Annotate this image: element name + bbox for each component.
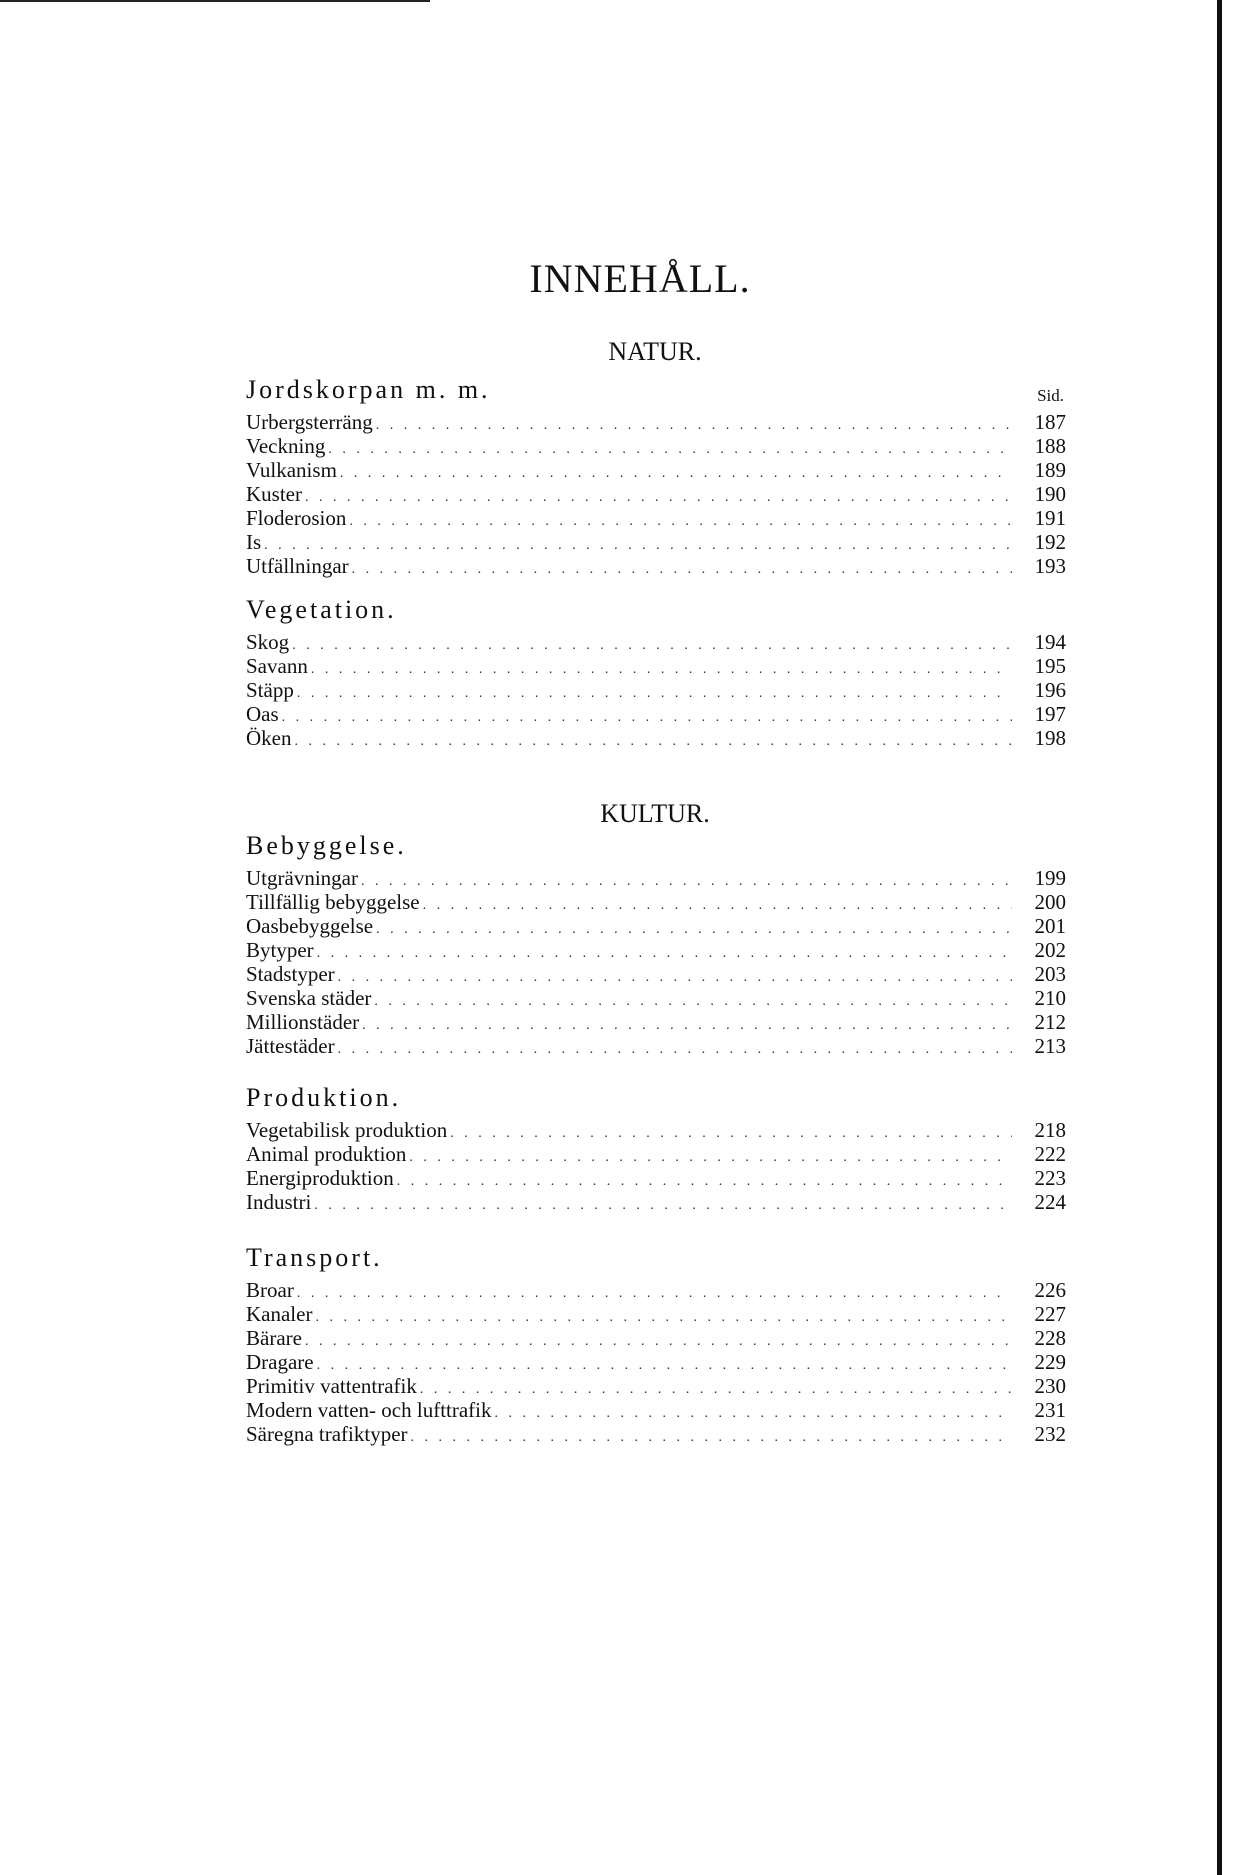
toc-entry [246,530,1066,554]
toc-entry-page: 187 [1034,410,1066,434]
dot-leader [374,990,1012,1014]
toc-entry-page: 203 [1034,962,1066,986]
toc-entry-page: 200 [1034,890,1066,914]
toc-list [246,410,1066,578]
section-heading-text: Transport. [246,1243,383,1272]
toc-entry-title: Utfällningar [246,554,349,578]
dot-leader [362,1014,1012,1038]
toc-entry-title: Savann [246,654,308,678]
toc-entry [246,1190,1066,1214]
dot-leader [450,1122,1012,1146]
section-jordskorpan [246,370,1066,578]
dot-leader [409,1146,1012,1170]
toc-entry-page: 197 [1034,702,1066,726]
toc-entry-page: 196 [1034,678,1066,702]
section-transport [246,1238,1066,1446]
dot-leader [420,1378,1012,1402]
section-heading [246,1078,1066,1118]
dot-leader [264,534,1012,558]
toc-entry-page: 202 [1034,938,1066,962]
section-heading [246,590,1066,630]
section-heading-text: Jordskorpan m. m. [246,375,491,404]
toc-entry [246,1166,1066,1190]
toc-entry [246,1350,1066,1374]
section-bebyggelse [246,826,1066,1058]
section-produktion [246,1078,1066,1214]
toc-entry-title: Kuster [246,482,302,506]
toc-entry-title: Vulkanism [246,458,337,482]
section-vegetation [246,590,1066,750]
toc-entry-page: 227 [1034,1302,1066,1326]
section-heading [246,826,1066,866]
toc-entry [246,962,1066,986]
toc-entry-title: Primitiv vattentrafik [246,1374,417,1398]
dot-leader [338,1038,1012,1062]
toc-entry-page: 213 [1034,1034,1066,1058]
toc-entry-title: Floderosion [246,506,347,530]
toc-entry [246,506,1066,530]
dot-leader [423,894,1012,918]
dot-leader [311,658,1012,682]
page-title: INNEHÅLL. [529,256,751,301]
toc-list [246,866,1066,1058]
toc-entry-page: 228 [1034,1326,1066,1350]
dot-leader [305,1330,1012,1354]
toc-entry [246,1398,1066,1422]
toc-entry [246,1118,1066,1142]
toc-entry-title: Jättestäder [246,1034,335,1058]
toc-entry-title: Energiproduktion [246,1166,394,1190]
toc-entry [246,630,1066,654]
toc-entry [246,938,1066,962]
toc-entry-title: Urbergsterräng [246,410,373,434]
toc-entry-page: 191 [1034,506,1066,530]
toc-entry [246,1422,1066,1446]
dot-leader [376,918,1012,942]
toc-entry-title: Oas [246,702,279,726]
dot-leader [352,558,1012,582]
toc-entry [246,890,1066,914]
toc-entry [246,702,1066,726]
dot-leader [349,510,1012,534]
toc-entry-title: Vegetabilisk produktion [246,1118,448,1142]
toc-entry-title: Skog [246,630,290,654]
toc-entry-title: Stadstyper [246,962,335,986]
toc-entry [246,1142,1066,1166]
toc-entry [246,434,1066,458]
toc-entry [246,914,1066,938]
toc-entry-page: 224 [1034,1190,1066,1214]
toc-entry [246,1010,1066,1034]
toc-entry-page: 199 [1034,866,1066,890]
toc-entry-title: Bytyper [246,938,314,962]
toc-entry-title: Oasbebyggelse [246,914,374,938]
toc-entry-page: 218 [1034,1118,1066,1142]
toc-entry-page: 190 [1034,482,1066,506]
section-heading-text: Produktion. [246,1083,402,1112]
part-title-natur: NATUR. [608,337,702,366]
toc-entry-title: Is [246,530,262,554]
toc-entry [246,986,1066,1010]
section-heading [246,370,1066,410]
toc-entry-title: Animal produktion [246,1142,407,1166]
page-column-label: Sid. [1037,386,1064,405]
toc-entry-page: 223 [1034,1166,1066,1190]
dot-leader [297,1282,1012,1306]
dot-leader [295,730,1013,754]
toc-entry-title: Modern vatten- och lufttrafik [246,1398,492,1422]
toc-entry [246,726,1066,750]
toc-list [246,1118,1066,1214]
toc-entry-title: Stäpp [246,678,294,702]
toc-entry-page: 201 [1034,914,1066,938]
dot-leader [317,942,1012,966]
toc-entry-title: Dragare [246,1350,314,1374]
toc-entry-page: 231 [1034,1398,1066,1422]
toc-entry [246,866,1066,890]
dot-leader [397,1170,1012,1194]
toc-entry-page: 195 [1034,654,1066,678]
toc-entry [246,1278,1066,1302]
dot-leader [317,1354,1012,1378]
toc-list [246,630,1066,750]
dot-leader [361,870,1012,894]
dot-leader [328,438,1012,462]
toc-entry-page: 193 [1034,554,1066,578]
toc-entry-page: 212 [1034,1010,1066,1034]
toc-entry [246,1374,1066,1398]
section-heading-text: Vegetation. [246,595,397,624]
toc-entry-page: 192 [1034,530,1066,554]
toc-entry-title: Industri [246,1190,312,1214]
toc-entry-title: Säregna trafiktyper [246,1422,408,1446]
toc-entry [246,410,1066,434]
toc-entry-page: 198 [1034,726,1066,750]
toc-entry-page: 194 [1034,630,1066,654]
toc-entry [246,1302,1066,1326]
dot-leader [495,1402,1013,1426]
dot-leader [411,1426,1012,1450]
part-title-kultur: KULTUR. [600,799,710,828]
dot-leader [297,682,1012,706]
toc-entry-title: Öken [246,726,292,750]
toc-entry-title: Tillfällig bebyggelse [246,890,420,914]
dot-leader [340,462,1012,486]
dot-leader [338,966,1012,990]
toc-entry-page: 230 [1034,1374,1066,1398]
toc-entry-page: 189 [1034,458,1066,482]
toc-entry-page: 210 [1034,986,1066,1010]
toc-entry-page: 229 [1034,1350,1066,1374]
toc-entry-page: 188 [1034,434,1066,458]
toc-entry-page: 232 [1034,1422,1066,1446]
toc-entry-page: 226 [1034,1278,1066,1302]
dot-leader [314,1194,1012,1218]
toc-entry-title: Bärare [246,1326,302,1350]
section-heading-text: Bebyggelse. [246,831,407,860]
toc-list [246,1278,1066,1446]
dot-leader [376,414,1012,438]
toc-entry-title: Broar [246,1278,294,1302]
toc-entry-page: 222 [1034,1142,1066,1166]
dot-leader [305,486,1012,510]
toc-entry [246,1034,1066,1058]
section-heading [246,1238,1066,1278]
toc-entry [246,678,1066,702]
toc-entry [246,654,1066,678]
dot-leader [282,706,1012,730]
toc-entry [246,458,1066,482]
toc-entry-title: Kanaler [246,1302,313,1326]
toc-entry [246,1326,1066,1350]
toc-entry [246,554,1066,578]
toc-entry [246,482,1066,506]
toc-entry-title: Veckning [246,434,326,458]
toc-entry-title: Millionstäder [246,1010,360,1034]
dot-leader [292,634,1012,658]
toc-entry-title: Utgrävningar [246,866,358,890]
scan-edge-top [0,0,430,2]
dot-leader [315,1306,1012,1330]
toc-entry-title: Svenska städer [246,986,372,1010]
